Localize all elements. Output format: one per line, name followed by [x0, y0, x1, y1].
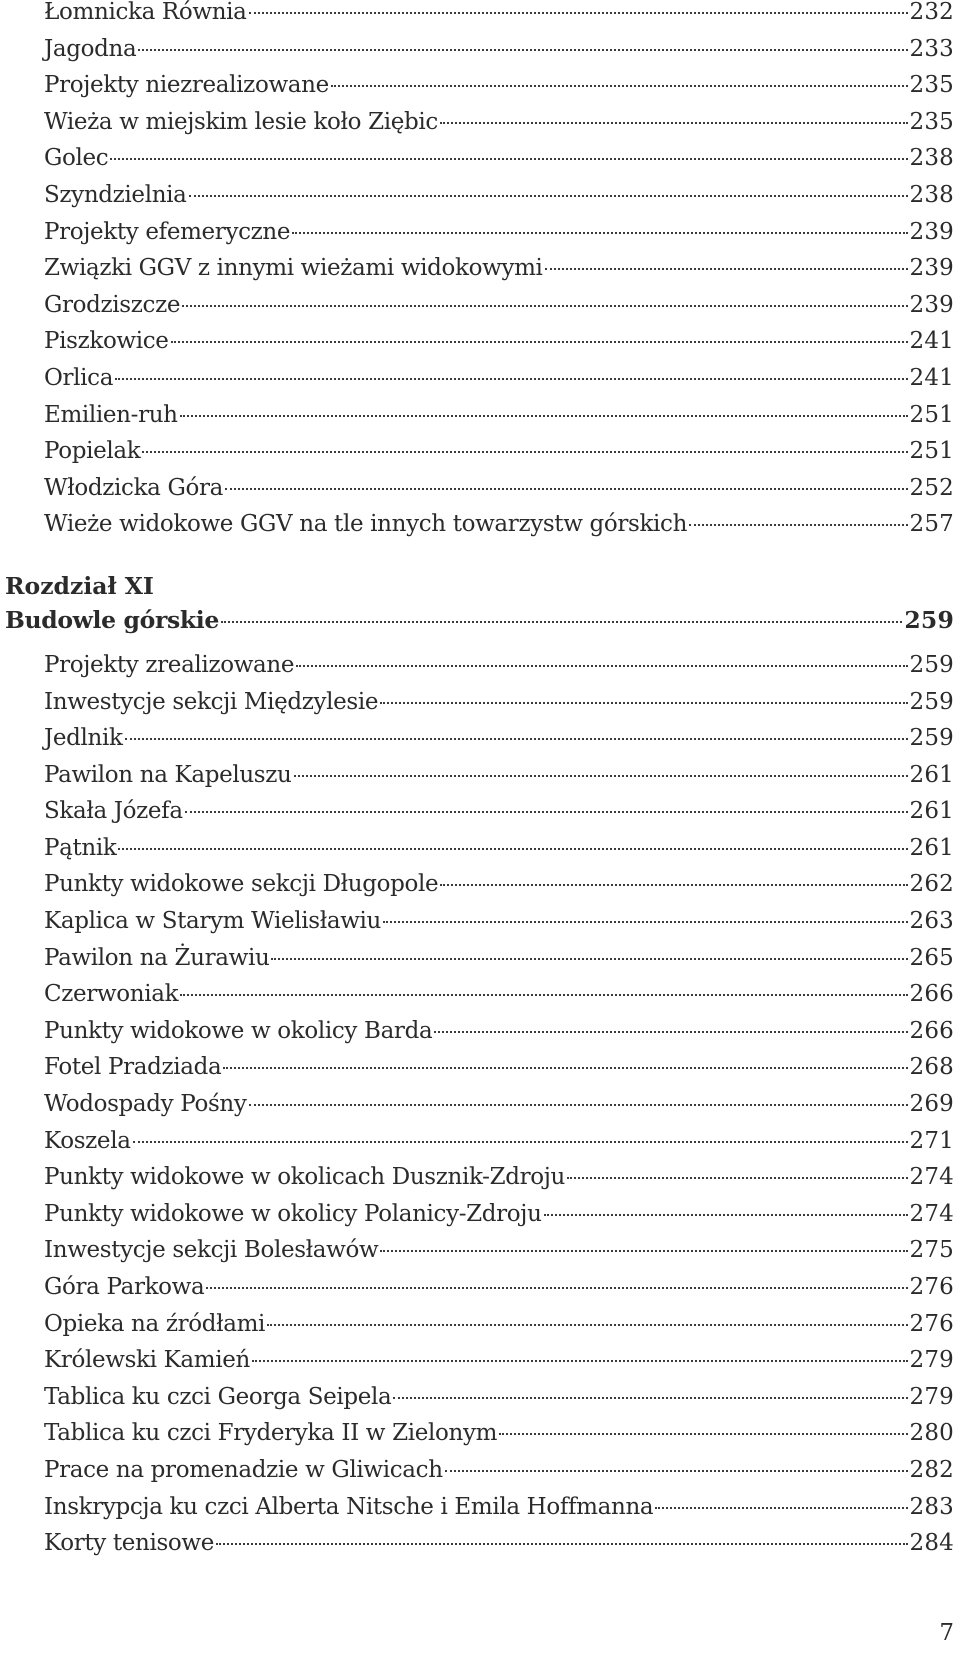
toc-entry-label: Projekty niezrealizowane	[44, 72, 329, 99]
toc-entry[interactable]	[0, 1232, 960, 1269]
toc-entry-label: Wodospady Pośny	[44, 1091, 247, 1118]
leader-dots	[133, 1141, 908, 1143]
leader-dots	[180, 994, 907, 996]
leader-dots	[171, 341, 908, 343]
chapter-title-entry[interactable]	[0, 603, 960, 637]
toc-entry[interactable]	[0, 397, 960, 434]
leader-dots	[180, 415, 908, 417]
leader-dots	[189, 195, 908, 197]
toc-entry-page: 283	[909, 1493, 954, 1520]
toc-entry-page: 239	[909, 255, 954, 282]
leader-dots	[440, 122, 908, 124]
toc-entry-page: 251	[909, 401, 954, 428]
toc-entry[interactable]	[0, 976, 960, 1013]
toc-entry-page: 233	[909, 35, 954, 62]
toc-entry-label: Inwestycje sekcji Międzylesie	[44, 688, 379, 715]
toc-entry[interactable]	[0, 214, 960, 251]
toc-entry[interactable]	[0, 647, 960, 684]
leader-dots	[294, 775, 908, 777]
toc-entry[interactable]	[0, 67, 960, 104]
toc-entry-label: Piszkowice	[44, 328, 169, 355]
toc-entry-label: Inwestycje sekcji Bolesławów	[44, 1237, 379, 1264]
toc-entry[interactable]	[0, 940, 960, 977]
toc-entry[interactable]	[0, 1049, 960, 1086]
toc-entry-page: 282	[909, 1456, 954, 1483]
toc-entry[interactable]	[0, 433, 960, 470]
leader-dots	[118, 848, 907, 850]
chapter-title: Budowle górskie	[5, 605, 219, 634]
toc-entry-page: 238	[909, 145, 954, 172]
leader-dots	[216, 1543, 907, 1545]
toc-entry-page: 241	[909, 364, 954, 391]
toc-entry-page: 257	[909, 511, 954, 538]
toc-section-bottom	[0, 647, 960, 1562]
leader-dots	[567, 1177, 908, 1179]
toc-entry-label: Opieka na źródłami	[44, 1310, 266, 1337]
toc-entry[interactable]	[0, 1269, 960, 1306]
toc-entry[interactable]	[0, 1086, 960, 1123]
toc-entry[interactable]	[0, 1489, 960, 1526]
toc-section-top	[0, 0, 960, 543]
toc-entry[interactable]	[0, 1525, 960, 1562]
toc-entry-label: Tablica ku czci Fryderyka II w Zielonym	[44, 1420, 498, 1447]
toc-entry-label: Punkty widokowe w okolicach Dusznik-Zdroju	[44, 1164, 565, 1191]
leader-dots	[271, 958, 907, 960]
toc-entry-page: 261	[909, 798, 954, 825]
toc-entry-page: 259	[909, 688, 954, 715]
toc-entry-page: 275	[909, 1237, 954, 1264]
chapter-page: 259	[904, 605, 954, 634]
toc-entry-label: Punkty widokowe w okolicy Polanicy-Zdroju	[44, 1200, 542, 1227]
toc-entry-page: 251	[909, 438, 954, 465]
leader-dots	[544, 1214, 908, 1216]
toc-entry-page: 261	[909, 834, 954, 861]
toc-entry-page: 239	[909, 218, 954, 245]
toc-entry-label: Skała Józefa	[44, 798, 183, 825]
toc-entry-label: Kaplica w Starym Wielisławiu	[44, 908, 381, 935]
toc-entry-page: 279	[909, 1347, 954, 1374]
leader-dots	[383, 921, 908, 923]
toc-entry-page: 235	[909, 108, 954, 135]
toc-entry[interactable]	[0, 830, 960, 867]
leader-dots	[110, 158, 907, 160]
leader-dots	[380, 702, 907, 704]
toc-entry-label: Pątnik	[44, 834, 117, 861]
toc-entry[interactable]	[0, 757, 960, 794]
toc-entry[interactable]	[0, 0, 960, 31]
toc-entry[interactable]	[0, 506, 960, 543]
toc-entry-page: 261	[909, 761, 954, 788]
leader-dots	[393, 1397, 907, 1399]
toc-entry-label: Wieże widokowe GGV na tle innych towarzystw górskich	[44, 511, 688, 538]
leader-dots	[689, 524, 907, 526]
toc-entry[interactable]	[0, 1342, 960, 1379]
toc-entry[interactable]	[0, 1196, 960, 1233]
toc-entry[interactable]	[0, 1379, 960, 1416]
toc-entry-page: 266	[909, 981, 954, 1008]
toc-entry[interactable]	[0, 1415, 960, 1452]
toc-entry-label: Szyndzielnia	[44, 181, 187, 208]
toc-entry-page: 262	[909, 871, 954, 898]
toc-entry[interactable]	[0, 470, 960, 507]
toc-entry-label: Tablica ku czci Georga Seipela	[44, 1383, 392, 1410]
leader-dots	[138, 49, 907, 51]
toc-entry-page: 284	[909, 1530, 954, 1557]
toc-entry-label: Czerwoniak	[44, 981, 179, 1008]
leader-dots	[380, 1250, 907, 1252]
toc-entry-page: 239	[909, 291, 954, 318]
toc-entry-page: 276	[909, 1310, 954, 1337]
toc-entry[interactable]	[0, 104, 960, 141]
toc-entry[interactable]	[0, 140, 960, 177]
leader-dots	[125, 738, 908, 740]
toc-entry[interactable]	[0, 287, 960, 324]
leader-dots	[434, 1031, 907, 1033]
leader-dots	[182, 305, 907, 307]
toc-entry[interactable]	[0, 903, 960, 940]
toc-entry[interactable]	[0, 866, 960, 903]
toc-entry-label: Fotel Pradziada	[44, 1054, 222, 1081]
leader-dots	[142, 451, 907, 453]
leader-dots	[440, 884, 907, 886]
toc-entry-label: Królewski Kamień	[44, 1347, 250, 1374]
toc-entry-label: Korty tenisowe	[44, 1530, 215, 1557]
toc-entry-page: 263	[909, 908, 954, 935]
toc-entry[interactable]	[0, 31, 960, 68]
toc-entry-label: Popielak	[44, 438, 141, 465]
toc-entry-label: Prace na promenadzie w Gliwicach	[44, 1456, 443, 1483]
toc-entry-label: Koszela	[44, 1127, 131, 1154]
toc-entry[interactable]	[0, 1013, 960, 1050]
toc-entry-page: 276	[909, 1274, 954, 1300]
toc-entry-label: Projekty efemeryczne	[44, 218, 291, 245]
leader-dots	[545, 268, 908, 270]
toc-entry[interactable]	[0, 684, 960, 721]
toc-entry-page: 266	[909, 1017, 954, 1044]
toc-entry-label: Jedlnik	[44, 725, 123, 752]
toc-entry-page: 241	[909, 328, 954, 355]
toc-entry[interactable]	[0, 793, 960, 830]
chapter-heading: Rozdział XI	[5, 571, 154, 600]
toc-entry-page: 232	[909, 0, 954, 25]
leader-dots	[252, 1360, 908, 1362]
page-number: 7	[939, 1620, 954, 1646]
toc-entry-page: 269	[909, 1091, 954, 1118]
toc-entry[interactable]	[0, 177, 960, 214]
toc-entry-label: Punkty widokowe sekcji Długopole	[44, 871, 439, 898]
leader-dots	[292, 232, 907, 234]
toc-entry-page: 268	[909, 1054, 954, 1081]
toc-entry-label: Jagodna	[44, 35, 137, 62]
toc-entry-label: Golec	[44, 145, 109, 172]
toc-entry-page: 235	[909, 72, 954, 99]
toc-entry[interactable]	[0, 1452, 960, 1489]
leader-dots	[206, 1287, 907, 1289]
toc-entry-page: 259	[909, 651, 954, 678]
toc-entry-label: Emilien-ruh	[44, 401, 178, 428]
toc-entry-label: Pawilon na Żurawiu	[44, 944, 270, 971]
leader-dots	[296, 665, 907, 667]
toc-entry-label: Punkty widokowe w okolicy Barda	[44, 1017, 433, 1044]
leader-dots	[331, 85, 908, 87]
leader-dots	[499, 1433, 907, 1435]
toc-entry-page: 279	[909, 1383, 954, 1410]
toc-entry-label: Pawilon na Kapeluszu	[44, 761, 292, 788]
leader-dots	[221, 621, 902, 623]
leader-dots	[249, 12, 908, 14]
toc-entry-label: Włodzicka Góra	[44, 474, 224, 501]
toc-entry-page: 271	[909, 1127, 954, 1154]
toc-entry[interactable]	[0, 1159, 960, 1196]
toc-entry[interactable]	[0, 1123, 960, 1160]
leader-dots	[249, 1104, 908, 1106]
leader-dots	[225, 488, 907, 490]
leader-dots	[115, 378, 907, 380]
toc-entry-page: 274	[909, 1164, 954, 1191]
toc-entry-label: Inskrypcja ku czci Alberta Nitsche i Emila Hoffmanna	[44, 1493, 654, 1520]
toc-entry-label: Łomnicka Równia	[44, 0, 247, 25]
leader-dots	[267, 1324, 907, 1326]
toc-entry-label: Projekty zrealizowane	[44, 651, 295, 678]
leader-dots	[185, 811, 908, 813]
toc-entry-label: Związki GGV z innymi wieżami widokowymi	[44, 255, 543, 282]
toc-entry-label: Wieża w miejskim lesie koło Ziębic	[44, 108, 438, 135]
toc-entry-label: Grodziszcze	[44, 291, 181, 318]
toc-entry-page: 252	[909, 474, 954, 501]
toc-entry-page: 238	[909, 181, 954, 208]
leader-dots	[223, 1067, 907, 1069]
toc-entry[interactable]	[0, 250, 960, 287]
toc-entry-page: 280	[909, 1420, 954, 1447]
toc-entry-label: Orlica	[44, 364, 114, 391]
leader-dots	[445, 1470, 908, 1472]
toc-entry[interactable]	[0, 720, 960, 757]
toc-entry-label: Góra Parkowa	[44, 1274, 205, 1300]
toc-entry-page: 259	[909, 725, 954, 752]
toc-entry-page: 265	[909, 944, 954, 971]
toc-entry[interactable]	[0, 360, 960, 397]
toc-entry[interactable]	[0, 1306, 960, 1343]
toc-entry-page: 274	[909, 1200, 954, 1227]
leader-dots	[655, 1507, 907, 1509]
toc-entry[interactable]	[0, 323, 960, 360]
